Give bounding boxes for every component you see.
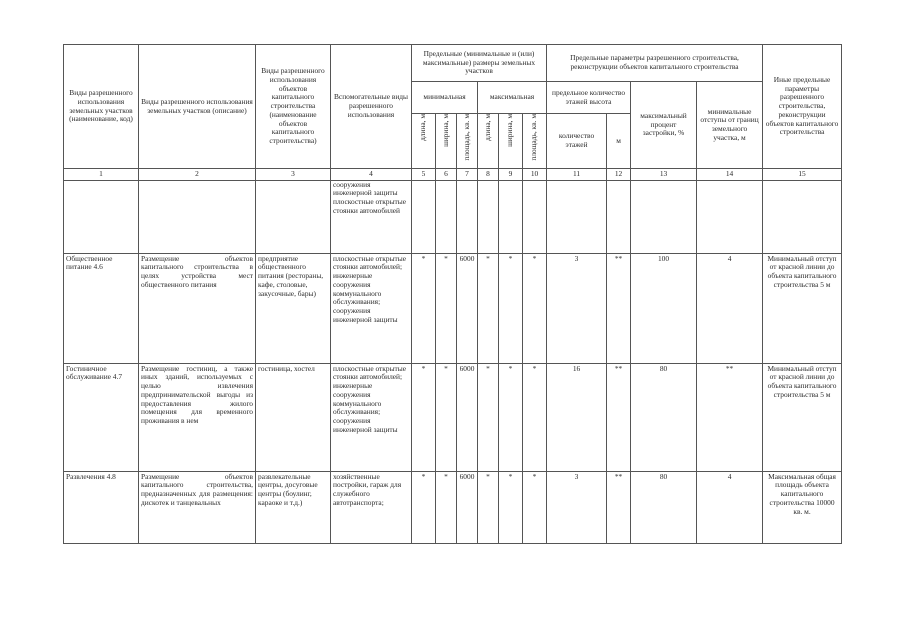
- use-name: Общественное питание 4.6: [64, 253, 139, 363]
- min-length: *: [412, 363, 436, 471]
- column-number: 9: [499, 169, 523, 181]
- min-width: *: [436, 363, 457, 471]
- use-description: Размещение гостиниц, а также иных зданий, используемых с целью извлечения предпринимательской выгоды из предоставления жилого помещения для временного проживания в нем: [139, 363, 256, 471]
- min-width: [436, 180, 457, 253]
- min-length: *: [412, 471, 436, 543]
- height-meters: **: [607, 363, 631, 471]
- setback: [697, 180, 763, 253]
- column-number-row: [64, 169, 842, 181]
- auxiliary-uses: хозяйственные постройки, гараж для служебного автотранспорта;: [331, 471, 412, 543]
- floors: 3: [547, 253, 607, 363]
- setback: 4: [697, 471, 763, 543]
- header-min-length: длина, м: [412, 114, 436, 169]
- use-description: Размещение объектов капитального строительства в целях устройства мест общественного питания: [139, 253, 256, 363]
- header-maximum: максимальная: [478, 82, 547, 114]
- max-length: [478, 180, 499, 253]
- header-meters: м: [607, 114, 631, 169]
- min-length: [412, 180, 436, 253]
- header-land-size-group: Предельные (минимальные и (или) максимальные) размеры земельных участков: [412, 45, 547, 82]
- column-number: 7: [457, 169, 478, 181]
- min-area: 6000: [457, 363, 478, 471]
- use-name: Развлечения 4.8: [64, 471, 139, 543]
- floors: 16: [547, 363, 607, 471]
- header-min-area: площадь, кв. м: [457, 114, 478, 169]
- column-number: 1: [64, 169, 139, 181]
- header-height-group: предельное количество этажей высота: [547, 82, 631, 114]
- other-params: Минимальный отступ от красной линии до объекта капитального строительства 5 м: [763, 363, 842, 471]
- header-max-area: площадь, кв. м: [523, 114, 547, 169]
- column-number: 3: [256, 169, 331, 181]
- header-use-description: Виды разрешенного использования земельных участков (описание): [139, 45, 256, 169]
- column-number: 6: [436, 169, 457, 181]
- table-row: [64, 363, 842, 471]
- min-area: [457, 180, 478, 253]
- setback: 4: [697, 253, 763, 363]
- header-setback: минимальные отступы от границ земельного участка, м: [697, 82, 763, 169]
- max-length: *: [478, 471, 499, 543]
- use-description: Размещение объектов капитального строительства, предназначенных для размещения: дискотек и танцевальных: [139, 471, 256, 543]
- column-number: 13: [631, 169, 697, 181]
- zoning-regulations-table: [63, 44, 842, 544]
- other-params: Максимальная общая площадь объекта капитального строительства 10000 кв. м.: [763, 471, 842, 543]
- height-meters: **: [607, 471, 631, 543]
- column-number: 8: [478, 169, 499, 181]
- header-coverage: максимальный процент застройки, %: [631, 82, 697, 169]
- column-number: 4: [331, 169, 412, 181]
- min-width: *: [436, 253, 457, 363]
- header-max-width: ширина, м: [499, 114, 523, 169]
- header-min-width: ширина, м: [436, 114, 457, 169]
- max-area: *: [523, 471, 547, 543]
- max-area: *: [523, 363, 547, 471]
- max-length: *: [478, 253, 499, 363]
- header-row-1: [64, 45, 842, 82]
- max-width: [499, 180, 523, 253]
- header-auxiliary-uses: Вспомогательные виды разрешенного использования: [331, 45, 412, 169]
- object-types: гостиница, хостел: [256, 363, 331, 471]
- height-meters: [607, 180, 631, 253]
- column-number: 14: [697, 169, 763, 181]
- object-types: [256, 180, 331, 253]
- auxiliary-uses: плоскостные открытые стоянки автомобилей; инженерные сооружения коммунального обслуживания; сооружения инженерной защиты: [331, 253, 412, 363]
- coverage: 80: [631, 363, 697, 471]
- use-description: [139, 180, 256, 253]
- setback: **: [697, 363, 763, 471]
- min-area: 6000: [457, 253, 478, 363]
- use-name: Гостиничное обслуживание 4.7: [64, 363, 139, 471]
- column-number: 15: [763, 169, 842, 181]
- height-meters: **: [607, 253, 631, 363]
- column-number: 5: [412, 169, 436, 181]
- table-row: [64, 180, 842, 253]
- max-width: *: [499, 363, 523, 471]
- max-area: *: [523, 253, 547, 363]
- table-row: [64, 253, 842, 363]
- header-floors: количество этажей: [547, 114, 607, 169]
- use-name: [64, 180, 139, 253]
- max-area: [523, 180, 547, 253]
- header-use-name: Виды разрешенного использования земельных участков (наименование, код): [64, 45, 139, 169]
- column-number: 12: [607, 169, 631, 181]
- other-params: Минимальный отступ от красной линии до объекта капитального строительства 5 м: [763, 253, 842, 363]
- header-build-params-group: Предельные параметры разрешенного строительства, реконструкции объектов капитального строительства: [547, 45, 763, 82]
- floors: [547, 180, 607, 253]
- coverage: 80: [631, 471, 697, 543]
- table-row: [64, 471, 842, 543]
- coverage: [631, 180, 697, 253]
- floors: 3: [547, 471, 607, 543]
- min-width: *: [436, 471, 457, 543]
- header-object-types: Виды разрешенного использования объектов капитального строительства (наименование объектов капитального строительства): [256, 45, 331, 169]
- object-types: предприятие общественного питания (рестораны, кафе, столовые, закусочные, бары): [256, 253, 331, 363]
- header-max-length: длина, м: [478, 114, 499, 169]
- min-length: *: [412, 253, 436, 363]
- min-area: 6000: [457, 471, 478, 543]
- other-params: [763, 180, 842, 253]
- column-number: 2: [139, 169, 256, 181]
- coverage: 100: [631, 253, 697, 363]
- max-width: *: [499, 253, 523, 363]
- max-length: *: [478, 363, 499, 471]
- header-other-params: Иные предельные параметры разрешенного строительства, реконструкции объектов капитального строительства: [763, 45, 842, 169]
- object-types: развлекательные центры, досуговые центры (боулинг, караоке и т.д.): [256, 471, 331, 543]
- column-number: 11: [547, 169, 607, 181]
- header-minimum: минимальная: [412, 82, 478, 114]
- max-width: *: [499, 471, 523, 543]
- auxiliary-uses: сооружения инженерной защиты плоскостные открытые стоянки автомобилей: [331, 180, 412, 253]
- auxiliary-uses: плоскостные открытые стоянки автомобилей; инженерные сооружения коммунального обслуживания; сооружения инженерной защиты: [331, 363, 412, 471]
- column-number: 10: [523, 169, 547, 181]
